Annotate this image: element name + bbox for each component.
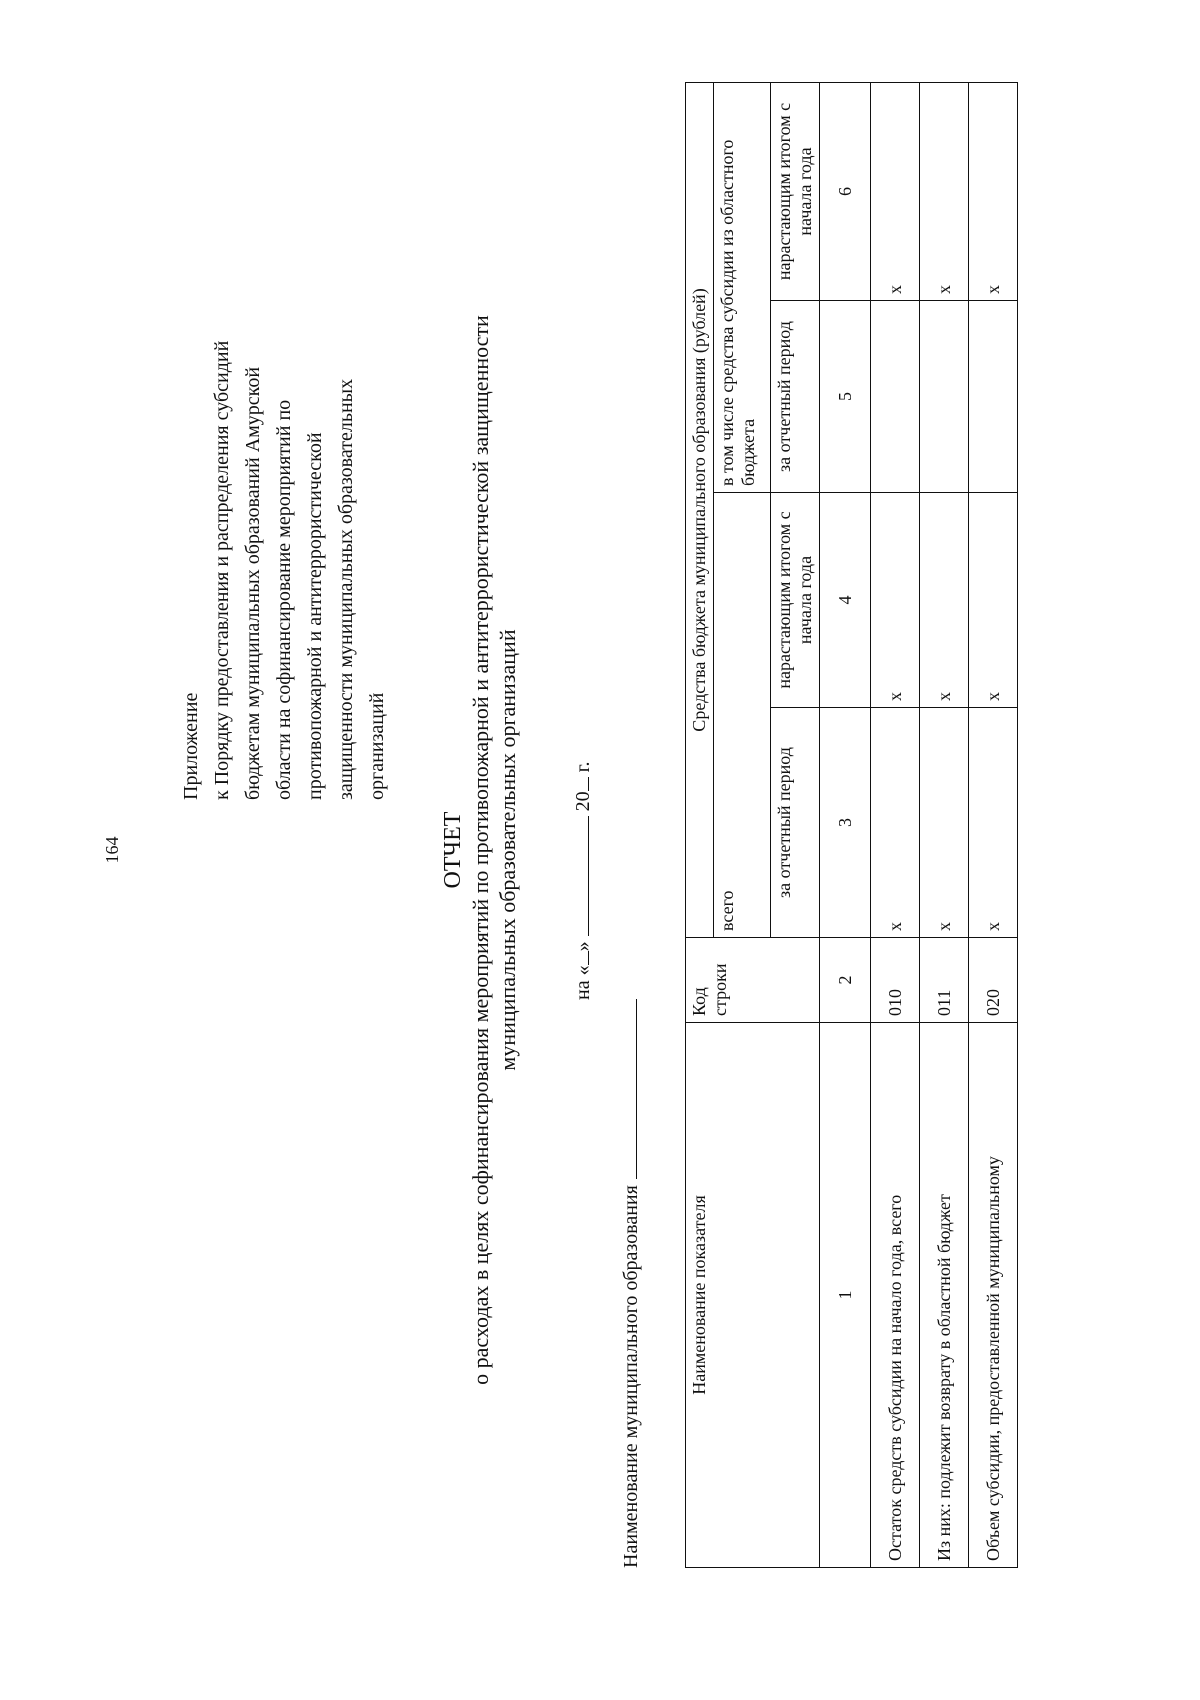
cell-total-cumulative: x (871, 493, 920, 708)
column-number: 4 (820, 493, 871, 708)
municipality-line (620, 999, 643, 1568)
header-period: за отчетный период (771, 301, 820, 493)
month-blank (588, 816, 589, 936)
column-number: 6 (820, 83, 871, 301)
column-number: 2 (820, 938, 871, 1023)
day-blank (588, 951, 589, 965)
header-indicator-name: Наименование показателя (686, 1023, 820, 1568)
header-municipal-funds: Средства бюджета муниципального образования (рублей) (686, 83, 714, 938)
cell-total-period: x (920, 708, 969, 938)
appendix-line: области на софинансирование мероприятий по (273, 399, 295, 800)
date-prefix: на « (572, 965, 594, 1000)
header-including-subsidy: в том числе средства субсидии из областного бюджета (714, 83, 771, 493)
table-row (920, 83, 969, 1568)
cell-subsidy-period (920, 301, 969, 493)
row-code: 010 (871, 938, 920, 1023)
table-row (871, 83, 920, 1568)
date-quote-close: » (572, 941, 594, 952)
row-indicator-name: Объем субсидии, предоставленной муниципальному (969, 1023, 1018, 1568)
appendix-block (176, 100, 393, 800)
cell-subsidy-cumulative: x (920, 83, 969, 301)
cell-total-period: x (969, 708, 1018, 938)
report-date-line (572, 761, 595, 1000)
appendix-line: организаций (366, 692, 388, 800)
row-indicator-name: Из них: подлежит возврату в областной бюджет (920, 1023, 969, 1568)
appendix-line: защищенности муниципальных образовательных (335, 378, 357, 800)
year-suffix: г. (572, 761, 594, 773)
header-cumulative: нарастающим итогом с начала года (771, 83, 820, 301)
page-number: 164 (102, 836, 122, 864)
municipality-label: Наименование муниципального образования (620, 1185, 642, 1568)
appendix-line: к Порядку предоставления и распределения субсидий (211, 340, 233, 800)
column-number-row (820, 83, 871, 1568)
row-indicator-name: Остаток средств субсидии на начало года, всего (871, 1023, 920, 1568)
row-code: 011 (920, 938, 969, 1023)
column-number: 1 (820, 1023, 871, 1568)
header-row-code: Код строки (686, 938, 820, 1023)
row-code: 020 (969, 938, 1018, 1023)
table-row (969, 83, 1018, 1568)
header-total: всего (714, 493, 771, 938)
cell-subsidy-period (969, 301, 1018, 493)
header-period: за отчетный период (771, 708, 820, 938)
cell-total-cumulative: x (920, 493, 969, 708)
cell-total-period: x (871, 708, 920, 938)
report-subtitle-continued: муниципальных образовательных организаций (495, 629, 520, 1071)
municipality-blank (636, 999, 637, 1179)
column-number: 3 (820, 708, 871, 938)
year-prefix: 20 (572, 791, 594, 812)
appendix-title: Приложение (180, 692, 202, 800)
header-row (686, 83, 714, 1568)
report-subtitle: о расходах в целях софинансирования мероприятий по противопожарной и антитеррористической защищенности (468, 315, 493, 1385)
cell-subsidy-period (871, 301, 920, 493)
cell-total-cumulative: x (969, 493, 1018, 708)
column-number: 5 (820, 301, 871, 493)
appendix-line: противопожарной и антитеррористической (304, 432, 326, 800)
appendix-line: бюджетам муниципальных образований Амурской (242, 366, 264, 800)
cell-subsidy-cumulative: x (969, 83, 1018, 301)
year-blank (588, 777, 589, 791)
report-table (685, 82, 1018, 1568)
header-cumulative: нарастающим итогом с начала года (771, 493, 820, 708)
report-heading: ОТЧЕТ (440, 811, 466, 889)
cell-subsidy-cumulative: x (871, 83, 920, 301)
report-title-block (440, 200, 521, 1500)
